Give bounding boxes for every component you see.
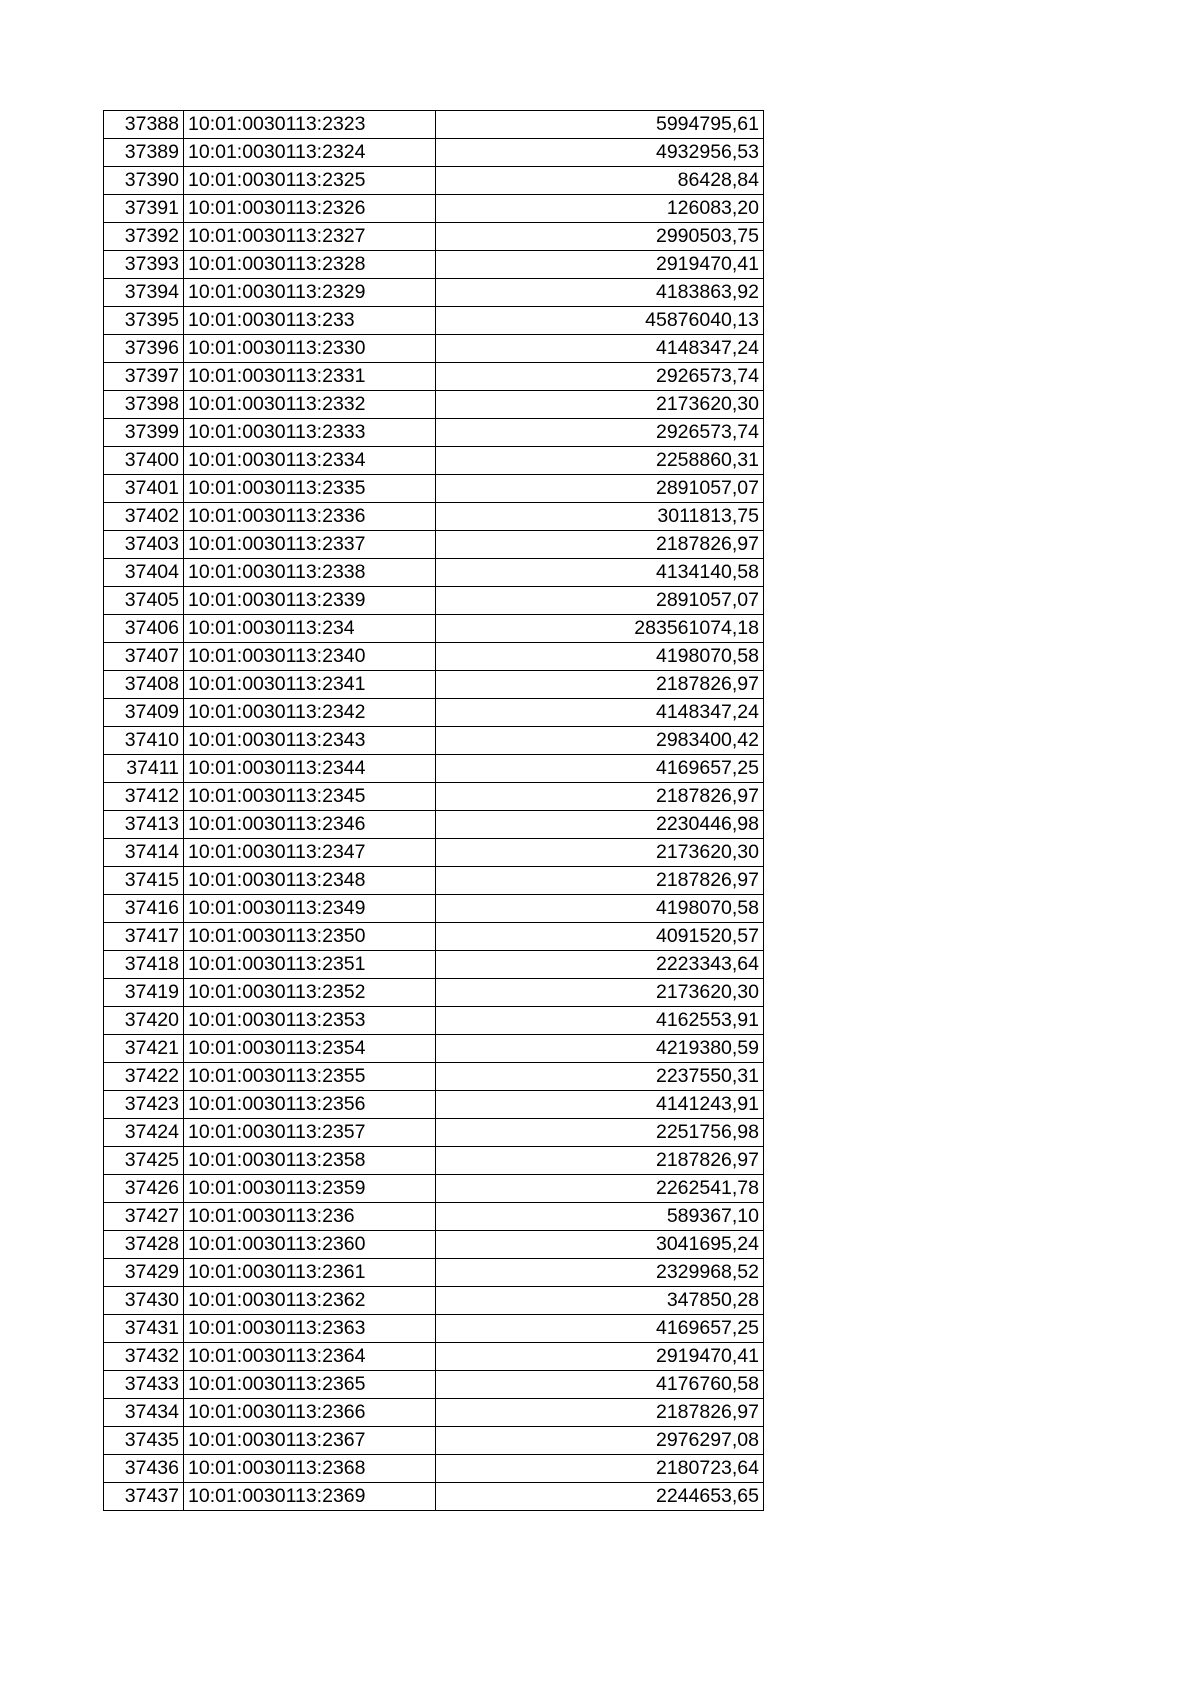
value-cell: 2187826,97 [436,1399,764,1427]
row-number-cell: 37395 [104,307,184,335]
value-cell: 3041695,24 [436,1231,764,1259]
cadastral-number-cell: 10:01:0030113:2330 [184,335,436,363]
table-row [104,951,764,979]
row-number-cell: 37397 [104,363,184,391]
table-row [104,1119,764,1147]
cadastral-number-cell: 10:01:0030113:2365 [184,1371,436,1399]
value-cell: 2187826,97 [436,867,764,895]
cadastral-number-cell: 10:01:0030113:2338 [184,559,436,587]
cadastral-number-cell: 10:01:0030113:2325 [184,167,436,195]
value-cell: 2187826,97 [436,1147,764,1175]
table-row [104,335,764,363]
table-row [104,1483,764,1511]
table-row [104,279,764,307]
row-number-cell: 37405 [104,587,184,615]
cadastral-number-cell: 10:01:0030113:2334 [184,447,436,475]
table-row [104,503,764,531]
row-number-cell: 37418 [104,951,184,979]
table-row [104,615,764,643]
table-row [104,1399,764,1427]
value-cell: 4169657,25 [436,1315,764,1343]
value-cell: 2180723,64 [436,1455,764,1483]
cadastral-number-cell: 10:01:0030113:2343 [184,727,436,755]
table-row [104,755,764,783]
row-number-cell: 37419 [104,979,184,1007]
table-row [104,811,764,839]
row-number-cell: 37389 [104,139,184,167]
cadastral-number-cell: 10:01:0030113:2336 [184,503,436,531]
table-row [104,531,764,559]
value-cell: 2891057,07 [436,475,764,503]
table-row [104,1287,764,1315]
row-number-cell: 37424 [104,1119,184,1147]
row-number-cell: 37428 [104,1231,184,1259]
value-cell: 2223343,64 [436,951,764,979]
row-number-cell: 37417 [104,923,184,951]
table-row [104,727,764,755]
table-row [104,979,764,1007]
value-cell: 45876040,13 [436,307,764,335]
row-number-cell: 37434 [104,1399,184,1427]
value-cell: 2237550,31 [436,1063,764,1091]
row-number-cell: 37410 [104,727,184,755]
row-number-cell: 37432 [104,1343,184,1371]
row-number-cell: 37394 [104,279,184,307]
row-number-cell: 37431 [104,1315,184,1343]
table-row [104,839,764,867]
cadastral-number-cell: 10:01:0030113:2337 [184,531,436,559]
table-body [104,111,764,1511]
row-number-cell: 37390 [104,167,184,195]
value-cell: 2926573,74 [436,363,764,391]
row-number-cell: 37415 [104,867,184,895]
cadastral-number-cell: 10:01:0030113:2362 [184,1287,436,1315]
cadastral-number-cell: 10:01:0030113:2356 [184,1091,436,1119]
row-number-cell: 37392 [104,223,184,251]
value-cell: 4134140,58 [436,559,764,587]
value-cell: 4148347,24 [436,335,764,363]
cadastral-number-cell: 10:01:0030113:2344 [184,755,436,783]
value-cell: 4219380,59 [436,1035,764,1063]
table-row [104,419,764,447]
value-cell: 283561074,18 [436,615,764,643]
row-number-cell: 37433 [104,1371,184,1399]
cadastral-number-cell: 10:01:0030113:233 [184,307,436,335]
row-number-cell: 37411 [104,755,184,783]
cadastral-number-cell: 10:01:0030113:2355 [184,1063,436,1091]
table-row [104,559,764,587]
value-cell: 3011813,75 [436,503,764,531]
table-row [104,643,764,671]
table-row [104,167,764,195]
cadastral-number-cell: 10:01:0030113:2361 [184,1259,436,1287]
row-number-cell: 37406 [104,615,184,643]
table-row [104,671,764,699]
table-row [104,1343,764,1371]
table-row [104,447,764,475]
table-row [104,195,764,223]
cadastral-number-cell: 10:01:0030113:2350 [184,923,436,951]
row-number-cell: 37423 [104,1091,184,1119]
row-number-cell: 37396 [104,335,184,363]
value-cell: 2891057,07 [436,587,764,615]
cadastral-number-cell: 10:01:0030113:2346 [184,811,436,839]
value-cell: 2173620,30 [436,391,764,419]
row-number-cell: 37412 [104,783,184,811]
value-cell: 2173620,30 [436,979,764,1007]
value-cell: 4148347,24 [436,699,764,727]
table-row [104,475,764,503]
cadastral-number-cell: 10:01:0030113:2342 [184,699,436,727]
row-number-cell: 37403 [104,531,184,559]
cadastral-number-cell: 10:01:0030113:2339 [184,587,436,615]
row-number-cell: 37407 [104,643,184,671]
cadastral-number-cell: 10:01:0030113:2348 [184,867,436,895]
row-number-cell: 37437 [104,1483,184,1511]
value-cell: 2251756,98 [436,1119,764,1147]
value-cell: 2976297,08 [436,1427,764,1455]
value-cell: 2262541,78 [436,1175,764,1203]
cadastral-number-cell: 10:01:0030113:2357 [184,1119,436,1147]
table-row [104,1371,764,1399]
cadastral-number-cell: 10:01:0030113:2364 [184,1343,436,1371]
table-row [104,223,764,251]
cadastral-number-cell: 10:01:0030113:2363 [184,1315,436,1343]
cadastral-number-cell: 10:01:0030113:2329 [184,279,436,307]
cadastral-number-cell: 10:01:0030113:2341 [184,671,436,699]
cadastral-number-cell: 10:01:0030113:2333 [184,419,436,447]
cadastral-number-cell: 10:01:0030113:2367 [184,1427,436,1455]
cadastral-number-cell: 10:01:0030113:2331 [184,363,436,391]
row-number-cell: 37402 [104,503,184,531]
row-number-cell: 37393 [104,251,184,279]
row-number-cell: 37420 [104,1007,184,1035]
row-number-cell: 37430 [104,1287,184,1315]
value-cell: 5994795,61 [436,111,764,139]
value-cell: 2187826,97 [436,783,764,811]
value-cell: 2919470,41 [436,251,764,279]
row-number-cell: 37414 [104,839,184,867]
value-cell: 4198070,58 [436,643,764,671]
table-row [104,1259,764,1287]
value-cell: 86428,84 [436,167,764,195]
cadastral-number-cell: 10:01:0030113:2326 [184,195,436,223]
value-cell: 4183863,92 [436,279,764,307]
value-cell: 2258860,31 [436,447,764,475]
row-number-cell: 37413 [104,811,184,839]
table-row [104,923,764,951]
cadastral-number-cell: 10:01:0030113:2354 [184,1035,436,1063]
value-cell: 2173620,30 [436,839,764,867]
table-row [104,1455,764,1483]
value-cell: 4141243,91 [436,1091,764,1119]
table-row [104,783,764,811]
cadastral-number-cell: 10:01:0030113:2358 [184,1147,436,1175]
cadastral-number-cell: 10:01:0030113:2340 [184,643,436,671]
cadastral-number-cell: 10:01:0030113:2328 [184,251,436,279]
table-row [104,1035,764,1063]
table-row [104,391,764,419]
value-cell: 347850,28 [436,1287,764,1315]
table-row [104,587,764,615]
table-row [104,1427,764,1455]
value-cell: 2983400,42 [436,727,764,755]
cadastral-number-cell: 10:01:0030113:236 [184,1203,436,1231]
table-row [104,1203,764,1231]
value-cell: 4162553,91 [436,1007,764,1035]
table-row [104,363,764,391]
value-cell: 2230446,98 [436,811,764,839]
value-cell: 2329968,52 [436,1259,764,1287]
cadastral-number-cell: 10:01:0030113:2332 [184,391,436,419]
cadastral-number-cell: 10:01:0030113:2353 [184,1007,436,1035]
row-number-cell: 37404 [104,559,184,587]
table-row [104,867,764,895]
row-number-cell: 37416 [104,895,184,923]
table-row [104,1147,764,1175]
data-table [103,110,764,1511]
value-cell: 4169657,25 [436,755,764,783]
row-number-cell: 37435 [104,1427,184,1455]
cadastral-number-cell: 10:01:0030113:2347 [184,839,436,867]
value-cell: 4091520,57 [436,923,764,951]
table-row [104,307,764,335]
value-cell: 2926573,74 [436,419,764,447]
value-cell: 2990503,75 [436,223,764,251]
value-cell: 2919470,41 [436,1343,764,1371]
table-row [104,1175,764,1203]
value-cell: 4932956,53 [436,139,764,167]
row-number-cell: 37421 [104,1035,184,1063]
cadastral-number-cell: 10:01:0030113:2324 [184,139,436,167]
row-number-cell: 37422 [104,1063,184,1091]
cadastral-number-cell: 10:01:0030113:2335 [184,475,436,503]
cadastral-number-cell: 10:01:0030113:2327 [184,223,436,251]
row-number-cell: 37401 [104,475,184,503]
table-row [104,1315,764,1343]
value-cell: 2244653,65 [436,1483,764,1511]
row-number-cell: 37400 [104,447,184,475]
row-number-cell: 37408 [104,671,184,699]
table-row [104,111,764,139]
row-number-cell: 37426 [104,1175,184,1203]
table-row [104,1091,764,1119]
table-row [104,1063,764,1091]
cadastral-number-cell: 10:01:0030113:2352 [184,979,436,1007]
row-number-cell: 37398 [104,391,184,419]
row-number-cell: 37425 [104,1147,184,1175]
row-number-cell: 37391 [104,195,184,223]
row-number-cell: 37436 [104,1455,184,1483]
table-row [104,895,764,923]
cadastral-number-cell: 10:01:0030113:2366 [184,1399,436,1427]
row-number-cell: 37429 [104,1259,184,1287]
table-row [104,139,764,167]
cadastral-number-cell: 10:01:0030113:2368 [184,1455,436,1483]
cadastral-number-cell: 10:01:0030113:2323 [184,111,436,139]
value-cell: 2187826,97 [436,671,764,699]
value-cell: 2187826,97 [436,531,764,559]
cadastral-number-cell: 10:01:0030113:2351 [184,951,436,979]
row-number-cell: 37399 [104,419,184,447]
value-cell: 4176760,58 [436,1371,764,1399]
table-row [104,251,764,279]
value-cell: 126083,20 [436,195,764,223]
cadastral-number-cell: 10:01:0030113:234 [184,615,436,643]
row-number-cell: 37409 [104,699,184,727]
row-number-cell: 37427 [104,1203,184,1231]
cadastral-number-cell: 10:01:0030113:2369 [184,1483,436,1511]
value-cell: 4198070,58 [436,895,764,923]
table-row [104,1231,764,1259]
value-cell: 589367,10 [436,1203,764,1231]
cadastral-number-cell: 10:01:0030113:2359 [184,1175,436,1203]
cadastral-number-cell: 10:01:0030113:2349 [184,895,436,923]
table-row [104,699,764,727]
table-row [104,1007,764,1035]
row-number-cell: 37388 [104,111,184,139]
cadastral-number-cell: 10:01:0030113:2360 [184,1231,436,1259]
cadastral-number-cell: 10:01:0030113:2345 [184,783,436,811]
